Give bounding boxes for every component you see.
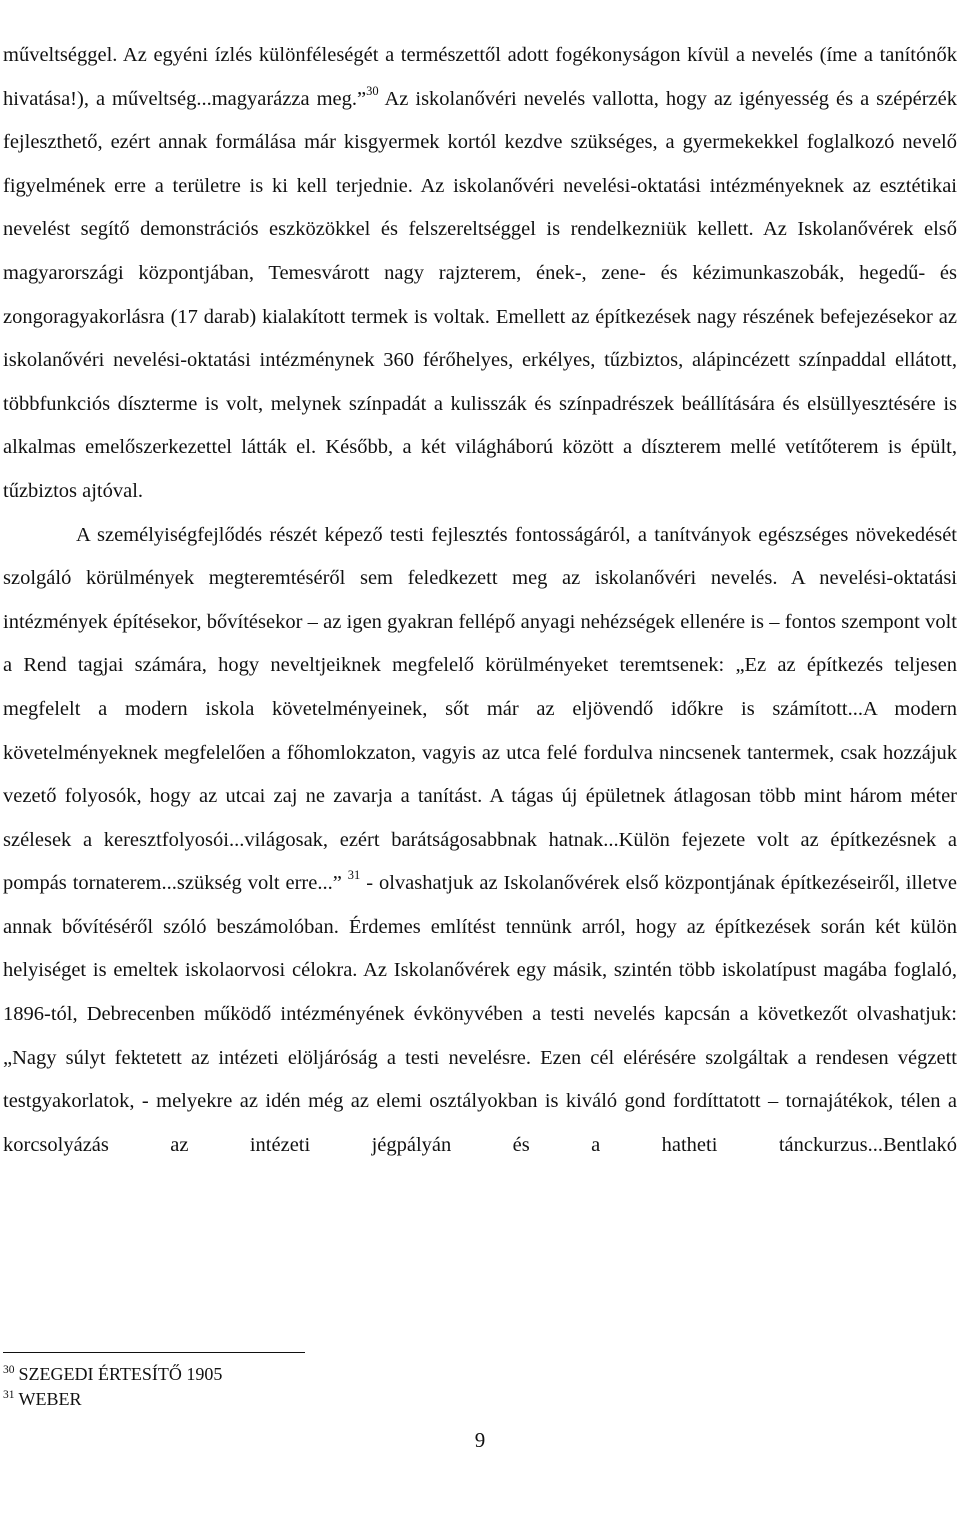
footnote-text: SZEGEDI ÉRTESÍTŐ 1905 — [18, 1364, 223, 1384]
paragraph-1-text-after: Az iskolanővéri nevelés vallotta, hogy az igényesség és a szépérzék fejleszthető, ezért annak formálása már kisgyermek kortól kezdve szükséges, a gyermekekkel foglalkozó nevelő figyelmének erre a területre is ki kell terjednie. Az iskolanővéri nevelési-oktatási intézményeknek az esztétikai nevelést segítő demonstrációs eszközökkel és felszereltséggel is rendelkezniük kellett. Az Iskolanővérek első magyarországi központjában, Temesvárott nagy rajzterem, ének-, zene- és kézimunkaszobák, hegedű- és zongoragyakorlásra (17 darab) kialakított termek is voltak. Emellett az építkezések nagy részének befejezésekor az iskolanővéri nevelési-oktatási intézménynek 360 férőhelyes, erkélyes, tűzbiztos, alápincézett színpaddal ellátott, többfunkciós díszterme is volt, melynek színpadát a kulisszák és színpadrészek beállítására és elsüllyesztésére is alkalmas emelőszerkezettel látták el. Később, a két világháború között a díszterem mellé vetítőterem is épült, tűzbiztos ajtóval. — [3, 87, 957, 502]
paragraph-2 — [3, 514, 957, 1168]
paragraph-2-text-before: A személyiségfejlődés részét képező testi fejlesztés fontosságáról, a tanítványok egészséges növekedését szolgáló körülmények megteremtéséről sem feledkezett meg az iskolanővéri nevelés. A nevelési-oktatási intézmények építésekor, bővítésekor – az igen gyakran fellépő anyagi nehézségek ellenére is – fontos szempont volt a Rend tagjai számára, hogy neveltjeiknek megfelelő körülményeket teremtsenek: „Ez az építkezés teljesen megfelelt a modern iskola követelményeinek, sőt már az eljövendő időkre is számított...A modern követelményeknek megfelelően a főhomlokzaton, vagyis az utca felé fordulva nincsenek tantermek, csak hozzájuk vezető folyosók, hogy az utcai zaj ne zavarja a tanítást. A tágas új épületnek átlagosan több mint három méter szélesek a keresztfolyosói...világosak, ezért barátságosabbnak hatnak...Külön fejezete volt az építkezésnek a pompás tornaterem...szükség volt erre...” — [3, 523, 957, 895]
footnote-text: WEBER — [18, 1389, 82, 1409]
body-text — [3, 34, 957, 1211]
footnote-reference-31[interactable]: 31 — [347, 868, 361, 883]
paragraph-1 — [3, 34, 957, 514]
paragraph-1-text-before: műveltséggel. Az egyéni ízlés különféleségét a természettől adott fogékonyságon kívül a nevelés (íme a tanítónők hivatása!), a műveltség...magyarázza meg.” — [3, 44, 957, 110]
footnote-30 — [3, 1362, 603, 1387]
page-number: 9 — [474, 1428, 486, 1452]
footnote-separator — [3, 1352, 305, 1353]
footnote-reference-30[interactable]: 30 — [366, 83, 379, 98]
footnotes — [3, 1362, 603, 1412]
footnote-number: 31 — [3, 1389, 15, 1401]
paragraph-2-text-after: - olvashatjuk az Iskolanővérek első központjának építkezéseiről, illetve annak bővítéséről szóló beszámolóban. Érdemes említést tennünk arról, hogy az építkezések során két külön helyiséget is emeltek iskolaorvosi célokra. Az Iskolanővérek egy másik, szintén több iskolatípust magába foglaló, 1896-tól, Debrecenben működő intézményének évkönyvében a testi nevelés kapcsán a következőt olvashatjuk: „Nagy súlyt fektetett az intézeti elöljáróság a testi nevelésre. Ezen cél elérésére szolgáltak a rendesen végzett testgyakorlatok, - melyekre az idén még az elemi osztályokban is kiváló gond fordíttatott – tornajátékok, télen a korcsolyázás az intézeti jégpályán és a hatheti tánckurzus...Bentlakó — [3, 872, 958, 1156]
footnote-number: 30 — [3, 1364, 15, 1376]
document-page — [3, 0, 957, 1515]
footnote-31 — [3, 1387, 603, 1412]
